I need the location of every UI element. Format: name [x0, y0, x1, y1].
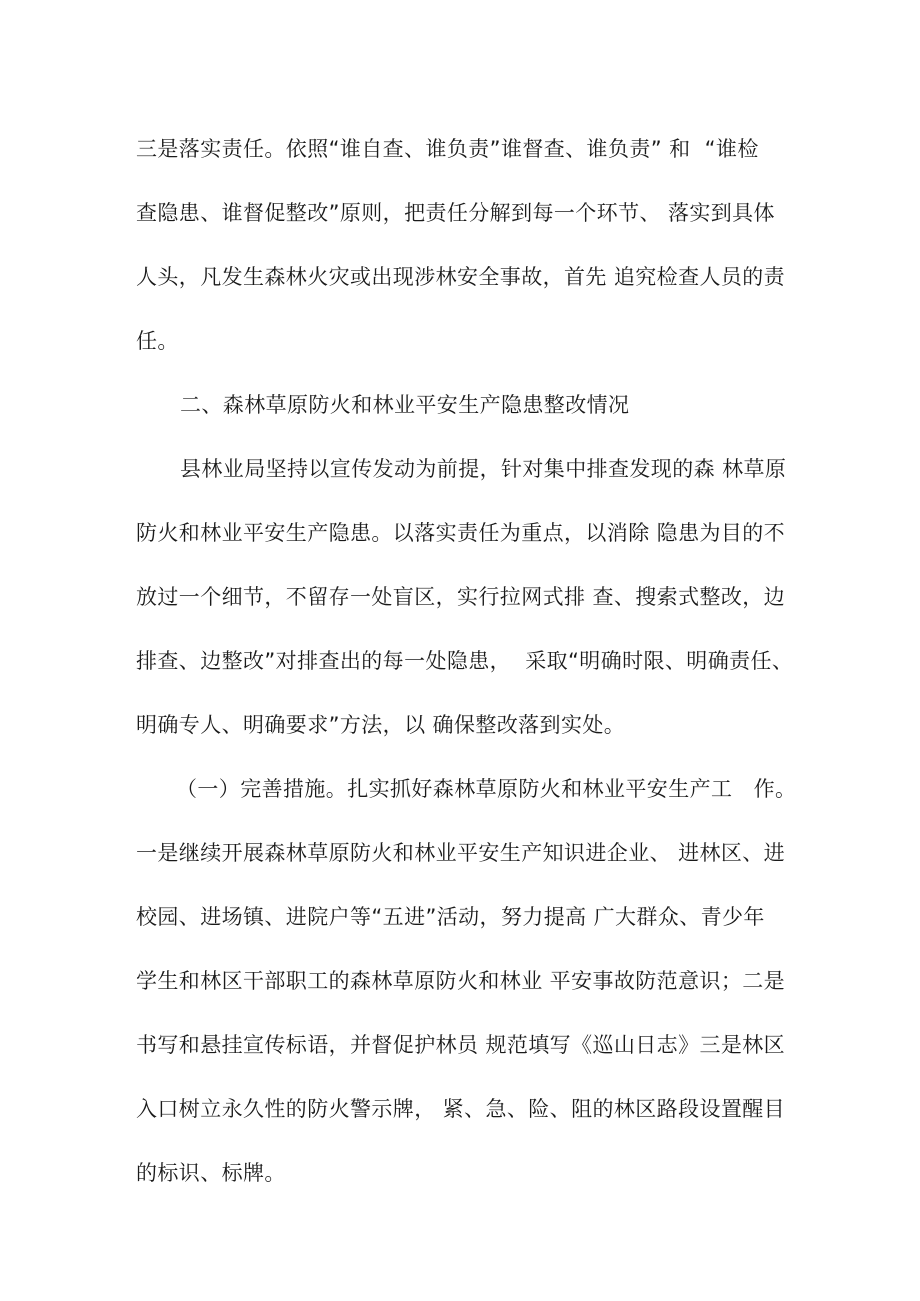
paragraph-line: 防火和林业平安生产隐患。以落实责任为重点，以消除 隐患为目的不: [136, 521, 786, 545]
paragraph-line: 书写和悬挂宣传标语，并督促护林员 规范填写《巡山日志》三是林区: [136, 1033, 786, 1057]
paragraph-line: 人头，凡发生森林火灾或出现涉林安全事故，首先 追究检查人员的责: [136, 265, 786, 289]
paragraph-line: 排查、边整改”对排查出的每一处隐患， 采取“明确时限、明确责任、: [136, 649, 794, 673]
paragraph-line: 学生和林区干部职工的森林草原防火和林业 平安事故防范意识；二是: [136, 969, 786, 993]
section-heading: 二、森林草原防火和林业平安生产隐患整改情况: [180, 393, 630, 417]
paragraph-line: 查隐患、谁督促整改”原则，把责任分解到每一个环节、 落实到具体: [136, 201, 775, 225]
paragraph-line: 入口树立永久性的防火警示牌， 紧、急、险、阻的林区路段设置醒目: [136, 1097, 786, 1121]
paragraph-line: 校园、进场镇、进院户等“五进”活动，努力提高 广大群众、青少年: [136, 905, 765, 929]
paragraph-line: 三是落实责任。依照“谁自查、谁负责”谁督查、谁负责” 和 “谁检: [136, 137, 759, 161]
paragraph-line: 明确专人、明确要求”方法，以 确保整改落到实处。: [136, 713, 626, 737]
paragraph-line: 任。: [136, 329, 179, 353]
paragraph-line: 放过一个细节，不留存一处盲区，实行拉网式排 查、搜索式整改，边: [136, 585, 786, 609]
paragraph-line: 一是继续开展森林草原防火和林业平安生产知识进企业、 进林区、进: [136, 841, 786, 865]
paragraph-line: 县林业局坚持以宣传发动为前提，针对集中排查发现的森 林草原: [180, 457, 787, 481]
paragraph-line: 的标识、标牌。: [136, 1161, 286, 1185]
subsection-line: （一）完善措施。扎实抓好森林草原防火和林业平安生产工 作。: [176, 777, 797, 801]
